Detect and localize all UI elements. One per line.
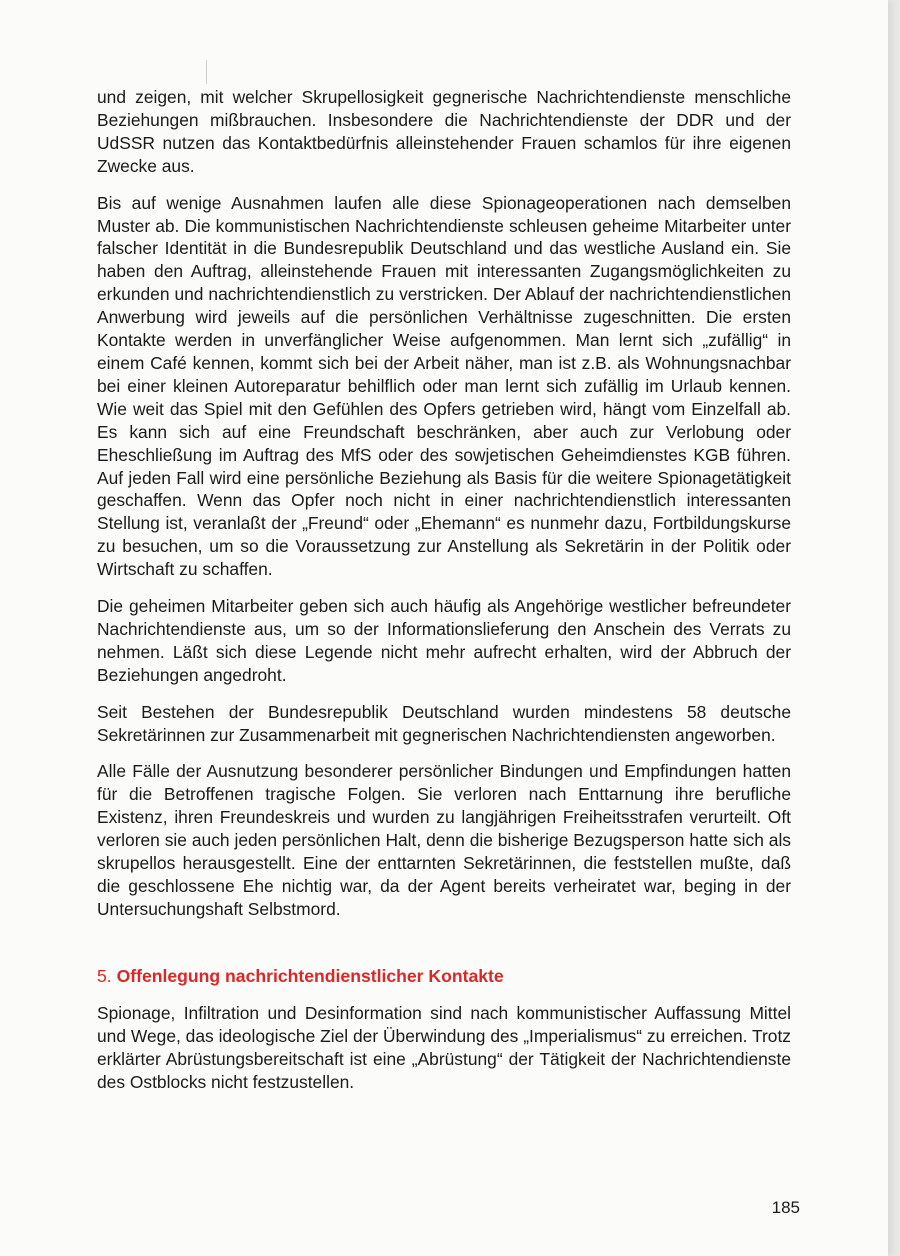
section-number: 5. (97, 965, 112, 986)
section-heading (97, 965, 791, 988)
page-body (97, 86, 791, 1107)
section-title: Offenlegung nachrichtendienstlicher Kontakte (116, 965, 504, 986)
paragraph-6: Spionage, Infiltration und Desinformation sind nach kommunistischer Auffassung Mittel und Wege, das ideologische Ziel der Überwindung des „Imperialismus“ zu erreichen. Trotz erklärter Abrüstungsbereitschaft ist eine „Abrüstung“ der Tätigkeit der Nachrichtendienste des Ostblocks nicht festzustellen. (97, 1002, 791, 1092)
page-number: 185 (771, 1198, 800, 1217)
paragraph-3: Die geheimen Mitarbeiter geben sich auch häufig als Angehörige westlicher befreundeter Nachrichtendienste aus, um so der Informationslieferung den Anschein des Verrats zu nehmen. Läßt sich diese Legende nicht mehr aufrecht erhalten, wird der Abbruch der Beziehungen angedroht. (97, 596, 791, 685)
paragraph-4: Seit Bestehen der Bundesrepublik Deutschland wurden mindestens 58 deutsche Sekretärinnen zur Zusammenarbeit mit gegnerischen Nachrichtendiensten angeworben. (97, 701, 791, 745)
paragraph-5: Alle Fälle der Ausnutzung besonderer persönlicher Bindungen und Empfindungen hatten für die Betroffenen tragische Folgen. Sie verloren nach Enttarnung ihre berufliche Existenz, ihren Freundeskreis und wurden zu langjährigen Freiheitsstrafen verurteilt. Oft verloren sie auch jeden persönlichen Halt, denn die bisherige Bezugsperson hatte sich als skrupellos herausgestellt. Eine der enttarnten Sekretärinnen, die feststellen mußte, daß die geschlossene Ehe nichtig war, da der Agent bereits verheiratet war, beging in der Untersuchungshaft Selbstmord. (97, 761, 791, 919)
scan-artifact-line (206, 60, 207, 84)
paragraph-2: Bis auf wenige Ausnahmen laufen alle diese Spionageoperationen nach demselben Muster ab. Die kommunistischen Nachrichtendienste schleusen geheime Mitarbeiter unter falscher Identität in die Bundesrepublik Deutschland und das westliche Ausland ein. Sie haben den Auftrag, alleinstehende Frauen mit interessanten Zugangsmöglichkeiten zu erkunden und nachrichtendienstlich zu verstricken. Der Ablauf der nachrichtendienstlichen Anwerbung wird jeweils auf die persönlichen Verhältnisse zugeschnitten. Die ersten Kontakte werden in unverfänglicher Weise aufgenommen. Man lernt sich „zufällig“ in einem Café kennen, kommt sich bei der Arbeit näher, man ist z.B. als Wohnungsnachbar bei einer kleinen Autoreparatur behilflich oder man lernt sich zufällig im Urlaub kennen. Wie weit das Spiel mit den Gefühlen des Opfers getrieben wird, hängt vom Einzelfall ab. Es kann sich auf eine Freundschaft beschränken, aber auch zur Verlobung oder Eheschließung im Auftrag des MfS oder des sowjetischen Geheimdienstes KGB führen. Auf jeden Fall wird eine persönliche Beziehung als Basis für die weitere Spionagetätigkeit geschaffen. Wenn das Opfer noch nicht in einer nachrichtendienstlich interessanten Stellung ist, veranlaßt der „Freund“ oder „Ehemann“ es nunmehr dazu, Fortbildungskurse zu besuchen, um so die Voraussetzung zur Anstellung als Sekretärin in der Politik oder Wirtschaft zu schaffen. (97, 192, 791, 580)
paragraph-1: und zeigen, mit welcher Skrupellosigkeit gegnerische Nachrichtendienste menschliche Beziehungen mißbrauchen. Insbesondere die Nachrichtendienste der DDR und der UdSSR nutzen das Kontaktbedürfnis alleinstehender Frauen schamlos für ihre eigenen Zwecke aus. (97, 87, 791, 176)
